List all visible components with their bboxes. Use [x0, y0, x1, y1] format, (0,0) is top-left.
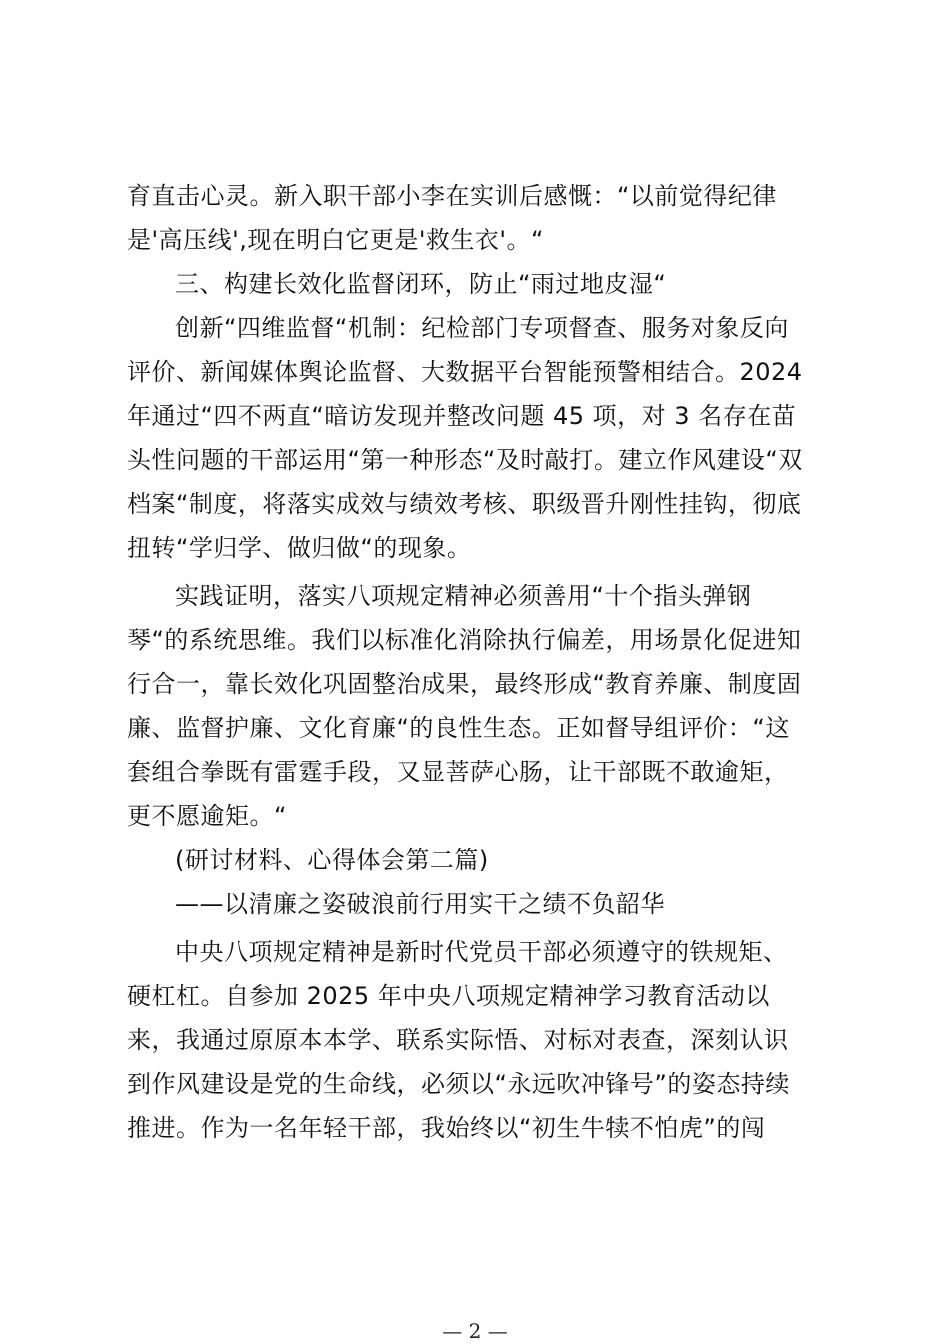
- text-line: 评价、新闻媒体舆论监督、大数据平台智能预警相结合。2024: [127, 358, 803, 386]
- subtitle-note: (研讨材料、心得体会第二篇): [175, 846, 489, 874]
- text-line: 中央八项规定精神是新时代党员干部必须遵守的铁规矩、: [175, 938, 788, 966]
- text-line: 琴“的系统思维。我们以标准化消除执行偏差，用场景化促进知: [127, 626, 802, 654]
- text-line: 创新“四维监督“机制：纪检部门专项督查、服务对象反向: [175, 314, 789, 342]
- text-line: 实践证明，落实八项规定精神必须善用“十个指头弹钢: [175, 582, 752, 610]
- text-line: 扭转“学归学、做归做“的现象。: [127, 534, 472, 562]
- text-line: 更不愿逾矩。“: [127, 802, 287, 830]
- text-line: 档案“制度，将落实成效与绩效考核、职级晋升刚性挂钩，彻底: [127, 490, 802, 518]
- page-number: — 2 —: [442, 1319, 508, 1343]
- text-line: 套组合拳既有雷霆手段，又显菩萨心肠，让干部既不敢逾矩，: [127, 758, 789, 786]
- text-line: 硬杠杠。自参加 2025 年中央八项规定精神学习教育活动以: [127, 982, 770, 1010]
- text-line: 推进。作为一名年轻干部，我始终以“初生牛犊不怕虎”的闯: [127, 1114, 766, 1142]
- text-line: 育直击心灵。新入职干部小李在实训后感慨：“以前觉得纪律: [127, 182, 777, 210]
- text-line: 是'高压线',现在明白它更是'救生衣'。“: [127, 226, 544, 254]
- text-line: 行合一，靠长效化巩固整治成果，最终形成“教育养廉、制度固: [127, 670, 802, 698]
- text-line: 头性问题的干部运用“第一种形态“及时敲打。建立作风建设“双: [127, 446, 803, 474]
- text-line: 年通过“四不两直“暗访发现并整改问题 45 项，对 3 名存在苗: [127, 402, 797, 430]
- text-line: 廉、监督护廉、文化育廉“的良性生态。正如督导组评价：“这: [127, 714, 790, 742]
- subtitle: ——以清廉之姿破浪前行用实干之绩不负韶华: [175, 890, 665, 918]
- section-heading: 三、构建长效化监督闭环，防止“雨过地皮湿“: [175, 270, 667, 298]
- text-line: 来，我通过原原本本学、联系实际悟、对标对表查，深刻认识: [127, 1026, 789, 1054]
- text-line: 到作风建设是党的生命线，必须以“永远吹冲锋号”的姿态持续: [127, 1070, 790, 1098]
